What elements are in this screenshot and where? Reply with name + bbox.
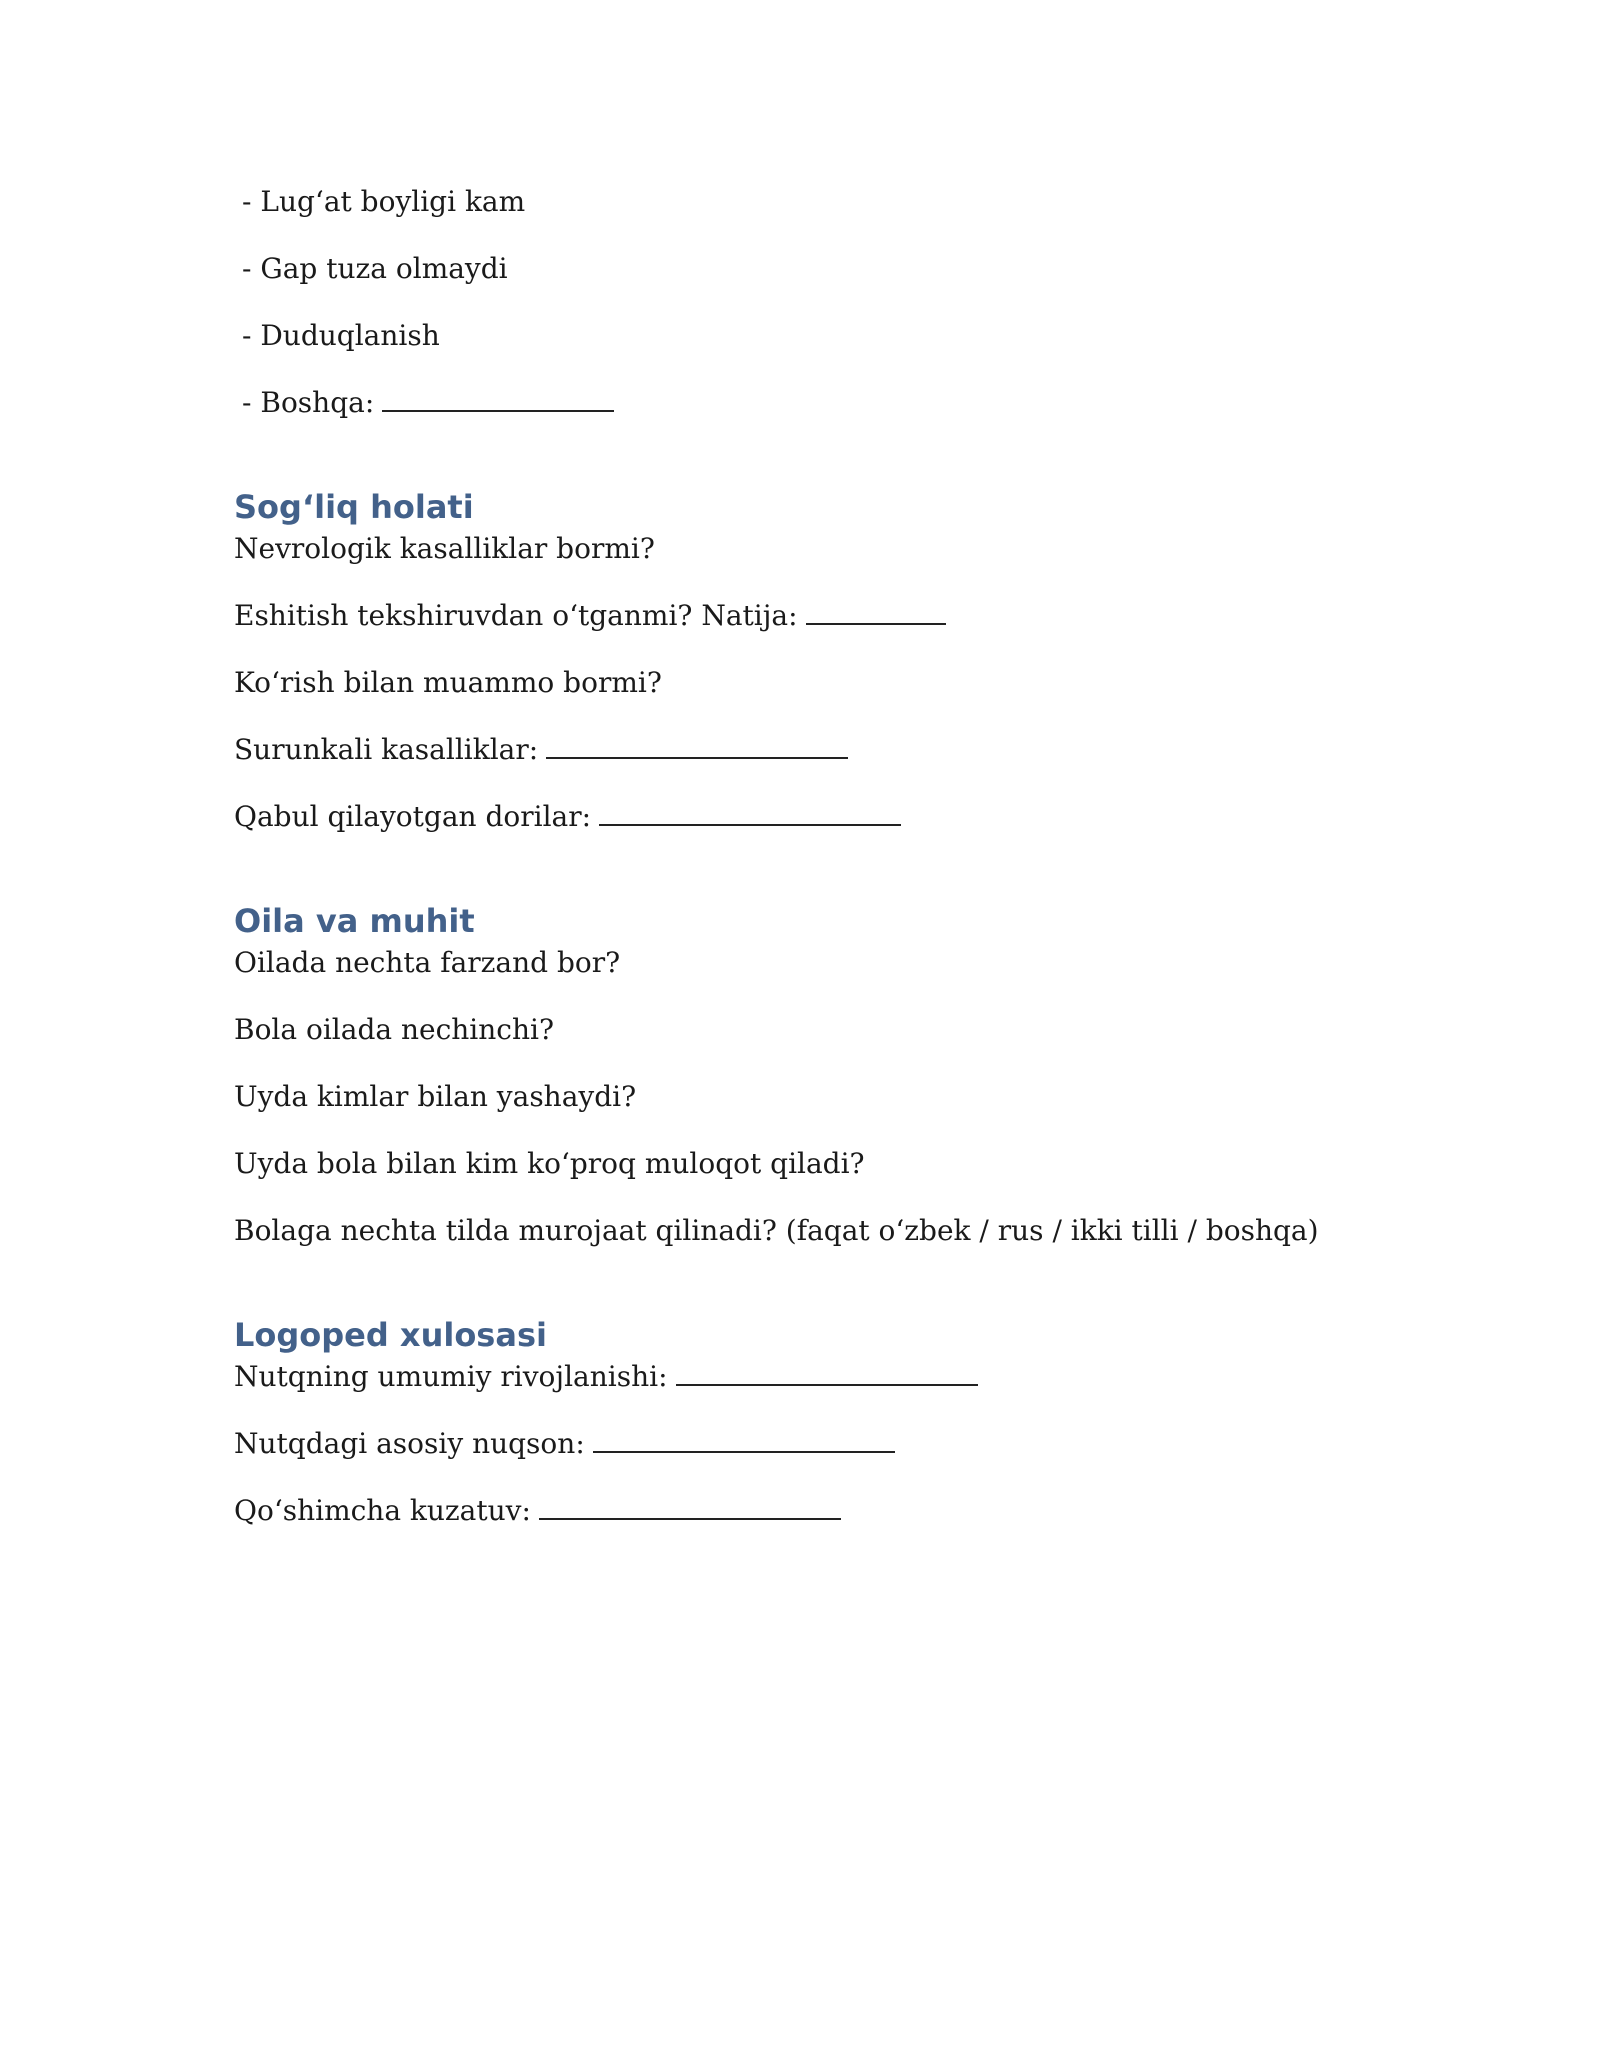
question-line: Eshitish tekshiruvdan o‘tganmi? Natija: <box>234 598 1414 634</box>
question-line: Nevrologik kasalliklar bormi? <box>234 532 655 565</box>
section-heading-family: Oila va muhit <box>234 902 475 940</box>
health-section <box>234 488 1414 835</box>
question-line: Ko‘rish bilan muammo bormi? <box>234 666 662 699</box>
question-line: Bola oilada nechinchi? <box>234 1013 554 1046</box>
question-line: Bolaga nechta tilda murojaat qilinadi? (faqat o‘zbek / rus / ikki tilli / boshqa) <box>234 1214 1319 1247</box>
section-heading-health: Sog‘liq holati <box>234 488 474 526</box>
conclusion-section <box>234 1316 1414 1529</box>
speech-development-blank[interactable] <box>676 1360 978 1386</box>
question-line: Surunkali kasalliklar: <box>234 732 1414 768</box>
additional-observation-blank[interactable] <box>539 1494 841 1520</box>
question-line: Nutqning umumiy rivojlanishi: <box>234 1359 1414 1395</box>
chronic-diseases-blank[interactable] <box>546 733 848 759</box>
hearing-result-blank[interactable] <box>806 599 946 625</box>
speech-issues-list <box>234 184 1414 421</box>
question-line: Qo‘shimcha kuzatuv: <box>234 1493 1414 1529</box>
list-item: - Boshqa: <box>234 385 1414 421</box>
question-line: Uyda kimlar bilan yashaydi? <box>234 1080 637 1113</box>
family-section <box>234 902 1414 1249</box>
question-line: Qabul qilayotgan dorilar: <box>234 799 1414 835</box>
question-line: Uyda bola bilan kim ko‘proq muloqot qiladi? <box>234 1147 865 1180</box>
question-line: Nutqdagi asosiy nuqson: <box>234 1426 1414 1462</box>
list-item: - Gap tuza olmaydi <box>242 252 508 285</box>
main-defect-blank[interactable] <box>593 1427 895 1453</box>
questionnaire-content <box>234 184 1414 1529</box>
list-item: - Duduqlanish <box>242 319 440 352</box>
section-heading-conclusion: Logoped xulosasi <box>234 1316 547 1354</box>
list-item: - Lug‘at boyligi kam <box>242 185 526 218</box>
other-answer-blank[interactable] <box>382 386 614 412</box>
medications-blank[interactable] <box>599 800 901 826</box>
question-line: Oilada nechta farzand bor? <box>234 946 621 979</box>
